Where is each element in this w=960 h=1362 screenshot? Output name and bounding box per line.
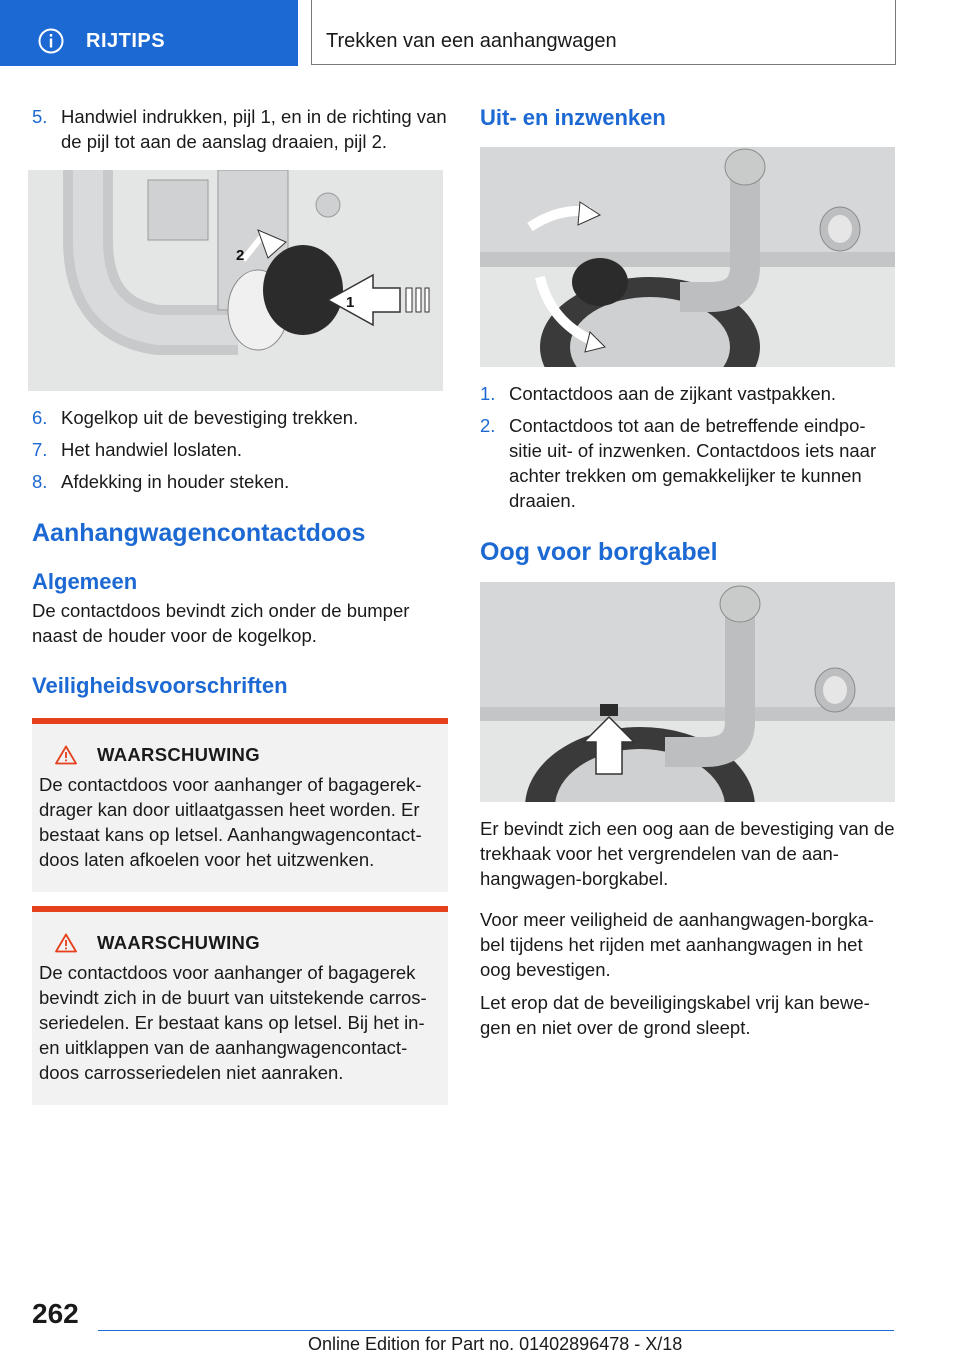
step-number: 6.	[32, 407, 48, 428]
step-text: Handwiel indrukken, pijl 1, en in de richting van de pijl tot aan de aanslag draaien, pijl 2.	[61, 106, 447, 152]
step-text: Kogelkop uit de bevestiging trekken.	[61, 407, 359, 428]
heading-eye: Oog voor borgkabel	[480, 538, 718, 566]
step-number: 7.	[32, 439, 48, 460]
info-icon	[38, 28, 64, 54]
figure-swing-socket	[480, 147, 895, 367]
section-label: RIJTIPS	[86, 30, 166, 52]
step-text: Afdekking in houder steken.	[61, 471, 290, 492]
step-1	[480, 381, 896, 406]
arrow-label-2: 2	[236, 247, 245, 264]
warning-box-1	[32, 718, 448, 892]
arrow-label-1: 1	[346, 294, 355, 311]
heading-socket: Aanhangwagencontactdoos	[32, 519, 366, 547]
step-number: 8.	[32, 471, 48, 492]
swing-illustration	[480, 147, 895, 367]
warning-text: De contactdoos voor aanhanger of bagagerek bevindt zich in de buurt van uitstekende carros-seriedelen. Er bestaat kans op letsel. Bij het in- en uitklappen van de aanhangwagencontact-doos carrosseriedelen niet aanraken.	[39, 962, 427, 1083]
step-8	[32, 469, 448, 494]
warning-triangle-icon	[55, 745, 77, 765]
figure-handwheel	[28, 170, 443, 391]
step-text: Contactdoos aan de zijkant vastpakken.	[509, 383, 837, 404]
handwheel-illustration	[28, 170, 443, 391]
edition-note: Online Edition for Part no. 01402896478 - X/18	[308, 1334, 683, 1354]
heading-swing: Uit- en inzwenken	[480, 105, 666, 130]
eye-paragraph-2: Voor meer veiligheid de aanhangwagen-borgka-bel tijdens het rijden met aanhangwagen in het oog bevestigen.	[480, 909, 874, 980]
general-text: De contactdoos bevindt zich onder de bumper naast de houder voor de kogelkop.	[32, 600, 410, 646]
heading-general: Algemeen	[32, 569, 138, 594]
step-number: 2.	[480, 415, 496, 436]
page-number: 262	[32, 1298, 79, 1329]
step-text: Contactdoos tot aan de betreffende eindpo-sitie uit- of inzwenken. Contactdoos iets naar achter trekken om gemakkelijker te kunnen draaien.	[509, 415, 877, 511]
step-number: 5.	[32, 106, 48, 127]
warning-triangle-icon	[55, 933, 77, 953]
warning-box-2	[32, 906, 448, 1105]
left-column	[32, 104, 448, 1105]
step-2	[480, 413, 896, 513]
warning-title: WAARSCHUWING	[97, 744, 260, 765]
figure-cable-eye	[480, 582, 895, 802]
step-5	[32, 104, 448, 154]
footer-divider	[98, 1330, 894, 1331]
eye-paragraph-3: Let erop dat de beveiligingskabel vrij kan bewe-gen en niet over de grond sleept.	[480, 992, 870, 1038]
step-number: 1.	[480, 383, 496, 404]
step-text: Het handwiel loslaten.	[61, 439, 242, 460]
eye-paragraph-1: Er bevindt zich een oog aan de bevestiging van de trekhaak voor het vergrendelen van de aan-hangwagen-borgkabel.	[480, 818, 895, 889]
chapter-title: Trekken van een aanhangwagen	[326, 30, 617, 52]
warning-title: WAARSCHUWING	[97, 932, 260, 953]
cable-eye-illustration	[480, 582, 895, 802]
right-column	[480, 104, 896, 1040]
step-6	[32, 405, 448, 430]
step-7	[32, 437, 448, 462]
warning-text: De contactdoos voor aanhanger of bagagerek-drager kan door uitlaatgassen heet worden. Er bestaat kans op letsel. Aanhangwagencontact-doos laten afkoelen voor het uitzwenken.	[39, 774, 422, 870]
section-tab[interactable]	[0, 0, 298, 66]
heading-safety: Veiligheidsvoorschriften	[32, 673, 288, 698]
